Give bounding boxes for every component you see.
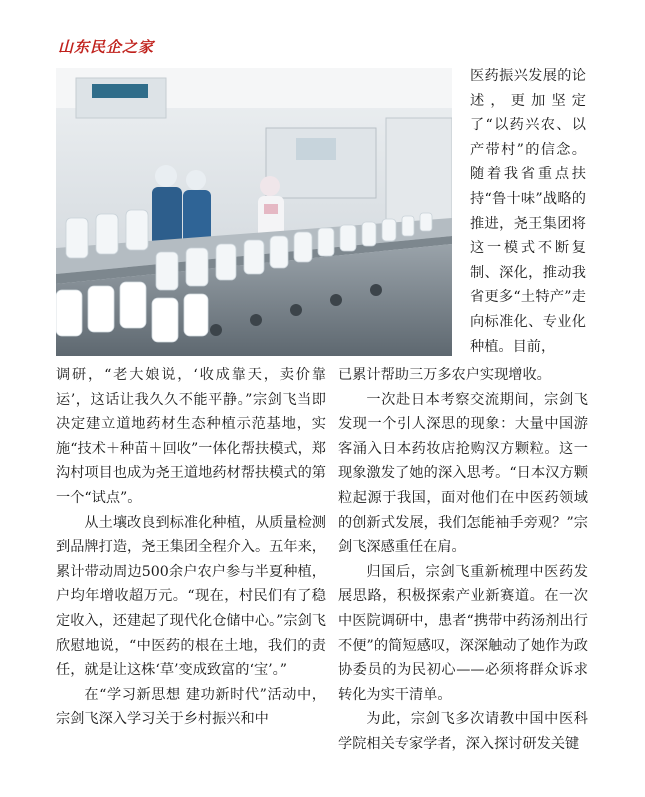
right-top-text-column: [470, 64, 586, 359]
right-text-column: [338, 363, 588, 757]
production-line-photo: [56, 68, 452, 356]
paragraph: 归国后，宗剑飞重新梳理中医药发展思路，积极探索产业新赛道。在一次中医院调研中，患者“携带中药汤剂出行不便”的简短感叹，深深触动了她作为政协委员的为民初心——必须将群众诉求转化为实干清单。: [338, 563, 588, 703]
paragraph: 已累计帮助三万多农户实现增收。: [338, 367, 551, 383]
left-text-column: [56, 363, 326, 732]
paragraph: 为此，宗剑飞多次请教中国中医科学院相关专家学者，深入探讨研发关键: [338, 711, 588, 752]
paragraph: 调研，“老大娘说，‘收成靠天，卖价靠运’，这话让我久久不能平静。”宗剑飞当即决定建立道地药材生态种植示范基地，实施“技术＋种苗＋回收”一体化帮扶模式，郑沟村项目也成为尧王道地药材帮扶模式的第一个“试点”。: [56, 367, 326, 506]
paragraph: 一次赴日本考察交流期间，宗剑飞发现一个引人深思的现象：大量中国游客涌入日本药妆店抢购汉方颗粒。这一现象激发了她的深入思考。“日本汉方颗粒起源于我国，面对他们在中医药领域的创新式发展，我们怎能袖手旁观？”宗剑飞深感重任在肩。: [338, 391, 588, 556]
masthead-logo: 山东民企之家: [58, 38, 155, 56]
paragraph: 在“学习新思想 建功新时代”活动中，宗剑飞深入学习关于乡村振兴和中: [56, 686, 326, 728]
paragraph: 从土壤改良到标准化种植，从质量检测到品牌打造，尧王集团全程介入。五年来，累计带动周边500余户农户参与半夏种植，户均年增收超万元。“现在，村民们有了稳定收入，还建起了现代化仓储中心。”宗剑飞欣慰地说，“中医药的根在土地，我们的责任，就是让这株‘草’变成致富的‘宝’。”: [56, 514, 326, 679]
paragraph: 医药振兴发展的论述，更加坚定了“以药兴农、以产带村”的信念。随着我省重点扶持“鲁十味”战略的推进，尧王集团将这一模式不断复制、深化，推动我省更多“土特产”走向标准化、专业化种植。目前，: [470, 68, 586, 355]
